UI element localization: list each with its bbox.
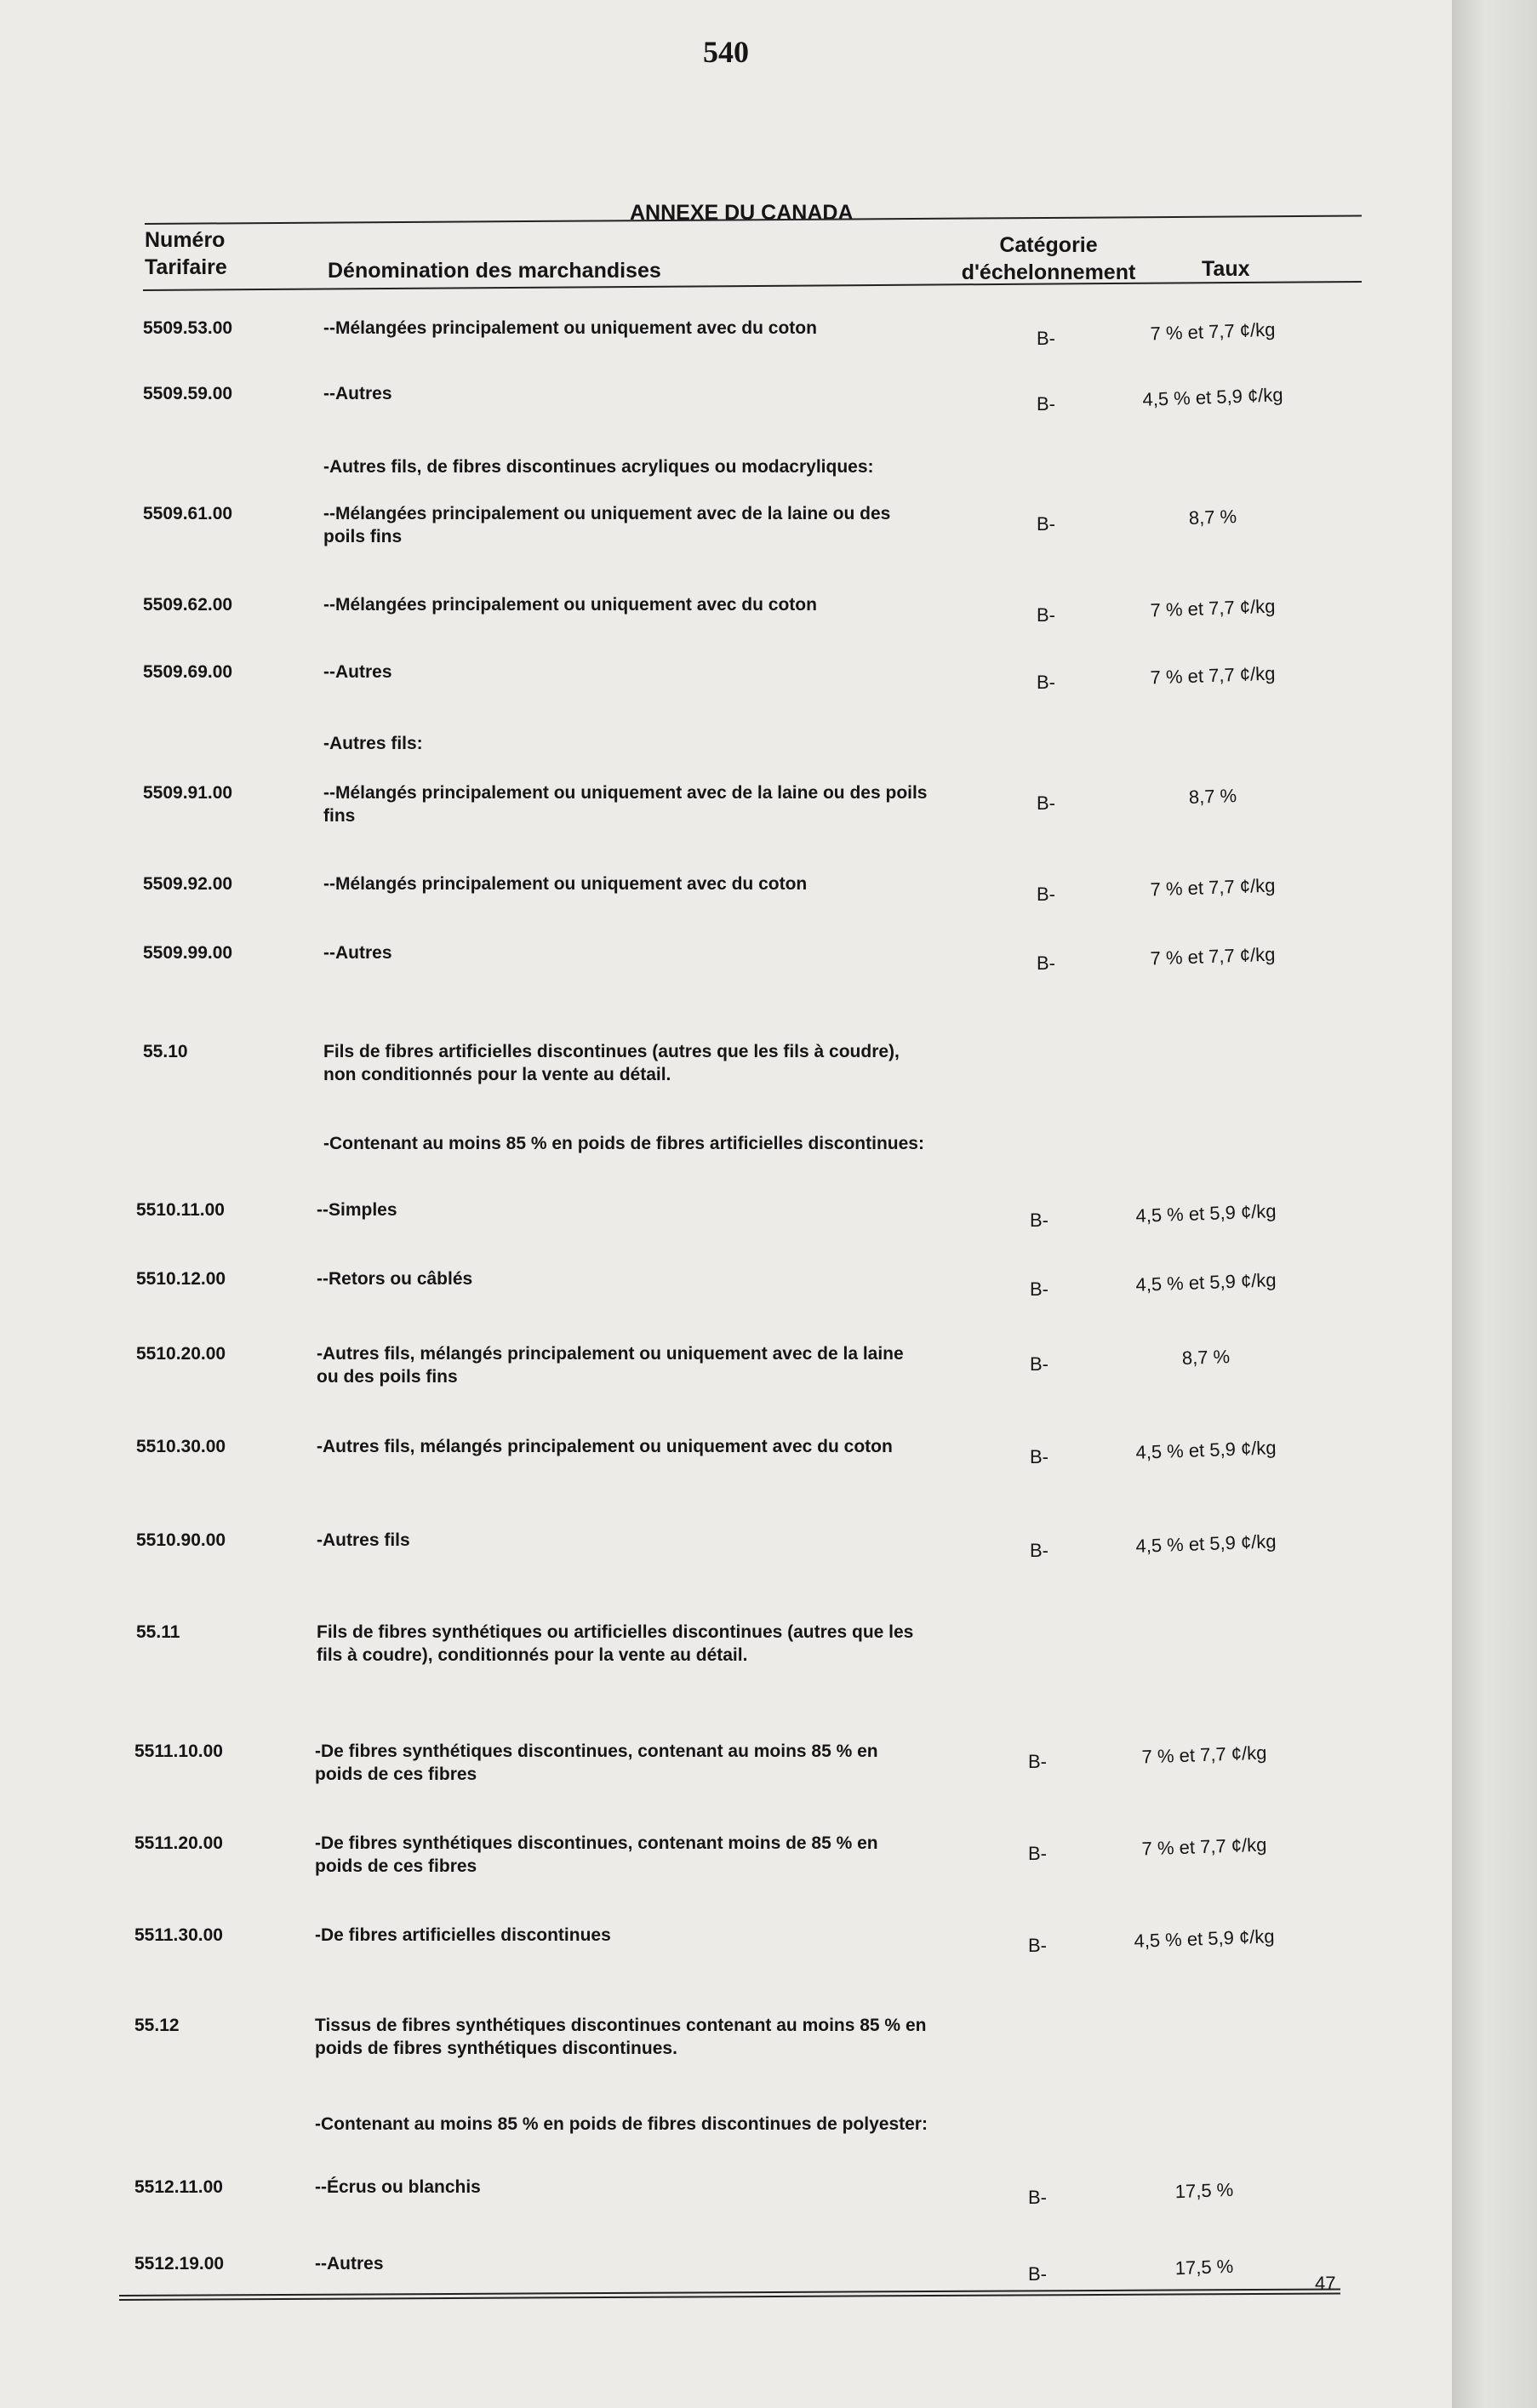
page-number: 540 [703, 35, 749, 69]
goods-description: --Autres [323, 662, 392, 682]
goods-description: --Mélangées principalement ou uniquement avec du coton [323, 595, 817, 615]
tariff-code: 5509.92.00 [143, 874, 233, 894]
duty-rate [1123, 2015, 1285, 2021]
goods-description: --Mélangées principalement ou uniquement avec du coton [323, 318, 817, 338]
tariff-code: 5509.91.00 [143, 783, 233, 803]
tariff-code: 5511.20.00 [134, 1833, 223, 1853]
staging-category: B- [1028, 1751, 1047, 1772]
staging-category: B- [1028, 1935, 1047, 1956]
tariff-code: 5510.30.00 [136, 1437, 226, 1456]
staging-category: B- [1037, 672, 1055, 693]
duty-rate: 4,5 % et 5,9 ¢/kg [1134, 1925, 1275, 1952]
staging-category: B- [1028, 2187, 1047, 2208]
adjacent-page-edge [1452, 0, 1537, 2408]
goods-description: --Simples [317, 1200, 397, 1220]
duty-rate: 7 % et 7,7 ¢/kg [1150, 943, 1276, 969]
duty-rate: 4,5 % et 5,9 ¢/kg [1142, 384, 1283, 410]
goods-description: --Autres [323, 943, 392, 963]
header-bottom-rule [143, 281, 1362, 291]
tariff-code: 5511.10.00 [134, 1742, 223, 1761]
tariff-code: 5509.59.00 [143, 384, 233, 403]
column-header-description: Dénomination des marchandises [328, 259, 661, 283]
duty-rate: 4,5 % et 5,9 ¢/kg [1135, 1530, 1277, 1557]
column-header-category [946, 232, 1151, 286]
duty-rate: 7 % et 7,7 ¢/kg [1150, 595, 1276, 621]
staging-category: B- [1028, 2263, 1047, 2285]
goods-description: Fils de fibres synthétiques ou artificielles discontinues (autres que les fils à coudre), conditionnés pour la vente au détail. [317, 1622, 914, 1665]
goods-description: --Autres [315, 2254, 384, 2274]
duty-rate: 4,5 % et 5,9 ¢/kg [1135, 1269, 1277, 1296]
duty-rate [1123, 2113, 1285, 2119]
duty-rate: 4,5 % et 5,9 ¢/kg [1135, 1437, 1277, 1463]
goods-description: --Écrus ou blanchis [315, 2177, 481, 2197]
goods-description: -De fibres synthétiques discontinues, contenant au moins 85 % en poids de ces fibres [315, 1742, 878, 1784]
staging-category: B- [1037, 513, 1055, 535]
duty-rate: 7 % et 7,7 ¢/kg [1150, 874, 1276, 901]
staging-category: B- [1037, 792, 1055, 814]
tariff-code: 5512.11.00 [134, 2177, 223, 2197]
goods-description: -Autres fils: [323, 734, 423, 753]
column-header-number-line1: Numéro [145, 228, 226, 252]
column-header-category-line1: Catégorie [999, 233, 1098, 257]
goods-description: Tissus de fibres synthétiques discontinues contenant au moins 85 % en poids de fibres synthétiques discontinues. [315, 2016, 927, 2058]
duty-rate: 7 % et 7,7 ¢/kg [1150, 662, 1276, 689]
duty-rate: 8,7 % [1181, 1346, 1231, 1369]
tariff-code: 5509.61.00 [143, 504, 233, 523]
goods-description: -Contenant au moins 85 % en poids de fibres artificielles discontinues: [323, 1134, 924, 1153]
column-header-rate: Taux [1202, 257, 1250, 281]
tariff-code: 55.11 [136, 1622, 180, 1642]
duty-rate [1132, 1133, 1294, 1139]
tariff-code: 55.12 [134, 2016, 180, 2035]
tariff-code: 5510.90.00 [136, 1530, 226, 1550]
staging-category: B- [1030, 1540, 1048, 1561]
tariff-code: 5509.53.00 [143, 318, 233, 338]
goods-description: --Mélangés principalement ou uniquement avec du coton [323, 874, 808, 894]
duty-rate: 4,5 % et 5,9 ¢/kg [1135, 1200, 1277, 1227]
goods-description: Fils de fibres artificielles discontinues (autres que les fils à coudre), non conditionnés pour la vente au détail. [323, 1042, 900, 1084]
tariff-code: 5509.69.00 [143, 662, 233, 682]
duty-rate [1125, 1622, 1287, 1627]
goods-description: -Autres fils, de fibres discontinues acryliques ou modacryliques: [323, 457, 874, 477]
tariff-code: 5509.99.00 [143, 943, 233, 963]
column-header-number [145, 226, 227, 281]
goods-description: -De fibres artificielles discontinues [315, 1925, 611, 1945]
staging-category: B- [1030, 1210, 1048, 1231]
duty-rate [1132, 456, 1294, 462]
tariff-code: 55.10 [143, 1042, 188, 1061]
goods-description: -Contenant au moins 85 % en poids de fibres discontinues de polyester: [315, 2114, 928, 2134]
tariff-code: 5510.20.00 [136, 1344, 226, 1364]
staging-category: B- [1028, 1843, 1047, 1864]
tariff-code: 5510.11.00 [136, 1200, 225, 1220]
goods-description: -Autres fils, mélangés principalement ou uniquement avec de la laine ou des poils fins [317, 1344, 904, 1387]
goods-description: --Retors ou câblés [317, 1269, 473, 1289]
duty-rate: 7 % et 7,7 ¢/kg [1141, 1742, 1267, 1768]
staging-category: B- [1037, 884, 1055, 905]
duty-rate: 8,7 % [1188, 785, 1237, 808]
tariff-code: 5511.30.00 [134, 1925, 223, 1945]
staging-category: B- [1037, 393, 1055, 415]
duty-rate: 8,7 % [1188, 506, 1237, 529]
column-header-category-line2: d'échelonnement [961, 260, 1136, 284]
tariff-code: 5512.19.00 [134, 2254, 225, 2274]
duty-rate: 7 % et 7,7 ¢/kg [1141, 1833, 1267, 1860]
staging-category: B- [1037, 952, 1055, 974]
goods-description: -Autres fils [317, 1530, 410, 1550]
goods-description: -De fibres synthétiques discontinues, contenant moins de 85 % en poids de ces fibres [315, 1833, 878, 1876]
goods-description: --Autres [323, 384, 392, 403]
duty-rate: 17,5 % [1174, 2255, 1234, 2279]
goods-description: --Mélangés principalement ou uniquement avec de la laine ou des poils fins [323, 783, 928, 826]
duty-rate: 7 % et 7,7 ¢/kg [1150, 318, 1276, 345]
annex-title: ANNEXE DU CANADA [630, 201, 854, 225]
footer-page-number: 47 [1315, 2273, 1336, 2294]
column-header-number-line2: Tarifaire [145, 255, 227, 279]
goods-description: -Autres fils, mélangés principalement ou uniquement avec du coton [317, 1437, 893, 1456]
staging-category: B- [1030, 1353, 1048, 1375]
staging-category: B- [1037, 604, 1055, 626]
staging-category: B- [1030, 1278, 1048, 1300]
duty-rate [1132, 733, 1294, 739]
staging-category: B- [1037, 328, 1055, 349]
duty-rate [1132, 1041, 1294, 1047]
staging-category: B- [1030, 1446, 1048, 1467]
goods-description: --Mélangées principalement ou uniquement avec de la laine ou des poils fins [323, 504, 891, 546]
duty-rate: 17,5 % [1174, 2178, 1234, 2203]
tariff-code: 5510.12.00 [136, 1269, 226, 1289]
tariff-code: 5509.62.00 [143, 595, 233, 615]
